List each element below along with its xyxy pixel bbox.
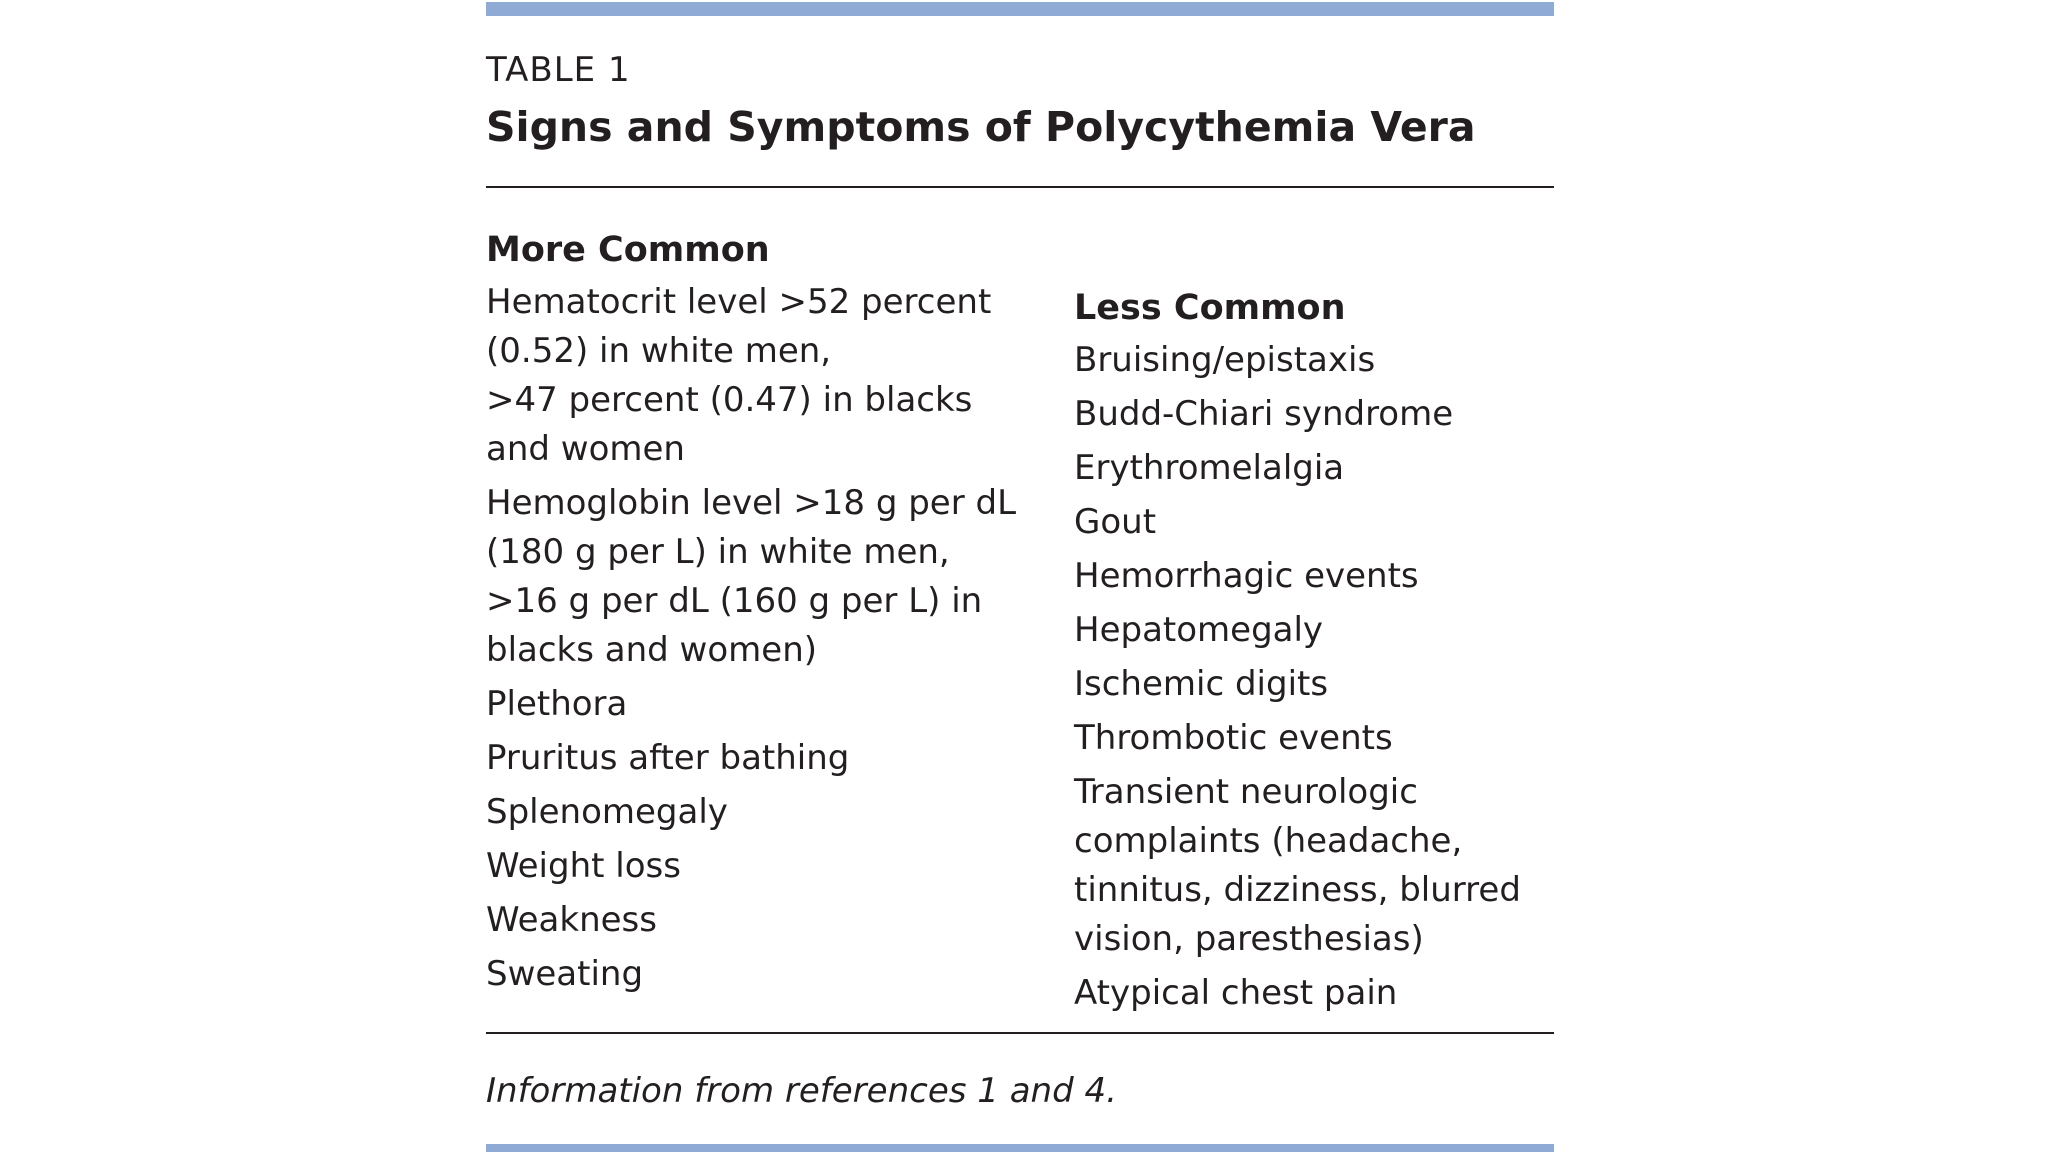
list-item [486,734,1046,783]
list-item-line: blacks and women) [486,630,818,670]
list-item-line: Bruising/epistaxis [1074,340,1376,380]
list-item [1074,498,1554,547]
list-item [1074,768,1554,964]
list-item-line: Budd-Chiari syndrome [1074,394,1454,434]
top-accent-bar [486,2,1554,16]
list-item [1074,660,1554,709]
table-title: Signs and Symptoms of Polycythemia Vera [486,103,1476,151]
list-item-line: Hepatomegaly [1074,610,1324,650]
table-card [486,0,1554,1152]
list-item [486,278,1046,474]
list-item [486,680,1046,729]
less-common-column [1074,284,1554,1023]
list-item-line: Thrombotic events [1074,718,1393,758]
list-item [486,479,1046,675]
header-rule [486,186,1554,188]
list-item [486,896,1046,945]
list-item [1074,969,1554,1018]
list-item-line: Weakness [486,900,657,940]
list-item [1074,390,1554,439]
list-item [1074,444,1554,493]
footer-rule [486,1032,1554,1034]
list-item-line: Gout [1074,502,1157,542]
more-common-heading: More Common [486,230,770,270]
list-item-line: Pruritus after bathing [486,738,850,778]
less-common-list [1074,336,1554,1018]
bottom-accent-bar [486,1144,1554,1152]
list-item-line: Weight loss [486,846,681,886]
list-item-line: complaints (headache, [1074,821,1463,861]
list-item-line: >47 percent (0.47) in blacks [486,380,973,420]
more-common-list [486,278,1046,999]
list-item [1074,336,1554,385]
list-item-line: Splenomegaly [486,792,728,832]
list-item-line: vision, paresthesias) [1074,919,1424,959]
list-item-line: and women [486,429,685,469]
list-item [486,842,1046,891]
list-item-line: Atypical chest pain [1074,973,1398,1013]
list-item-line: Sweating [486,954,644,994]
list-item-line: Ischemic digits [1074,664,1329,704]
less-common-heading: Less Common [1074,288,1346,328]
list-item-line: Hemoglobin level >18 g per dL [486,483,1017,523]
table-label: TABLE 1 [486,50,631,90]
list-item-line: tinnitus, dizziness, blurred [1074,870,1521,910]
list-item-line: (0.52) in white men, [486,331,832,371]
table-footnote: Information from references 1 and 4. [486,1071,1117,1111]
list-item-line: >16 g per dL (160 g per L) in [486,581,983,621]
list-item [486,950,1046,999]
list-item [486,788,1046,837]
list-item [1074,714,1554,763]
list-item-line: Hematocrit level >52 percent [486,282,992,322]
more-common-column [486,226,1046,1004]
list-item-line: (180 g per L) in white men, [486,532,950,572]
list-item-line: Transient neurologic [1074,772,1418,812]
list-item-line: Plethora [486,684,628,724]
list-item [1074,606,1554,655]
list-item-line: Erythromelalgia [1074,448,1345,488]
list-item [1074,552,1554,601]
list-item-line: Hemorrhagic events [1074,556,1419,596]
